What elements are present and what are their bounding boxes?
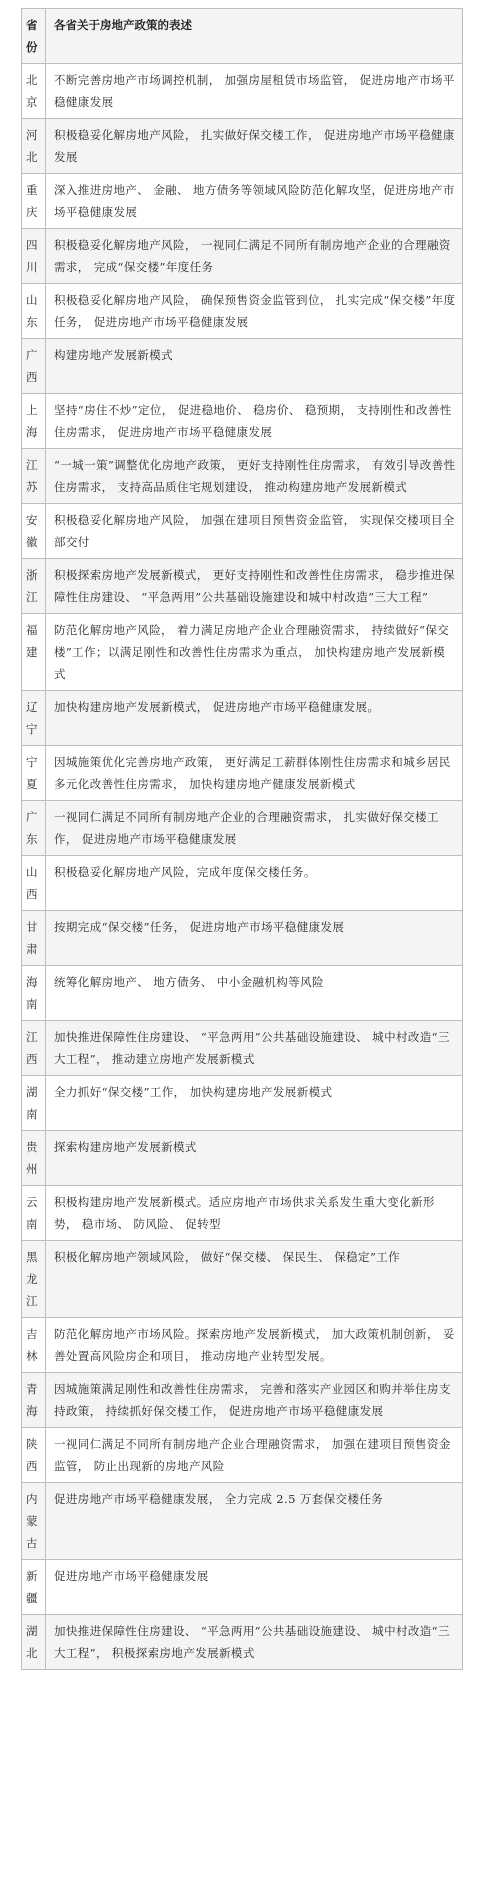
table-row xyxy=(22,1560,463,1615)
table-row xyxy=(22,559,463,614)
header-province: 省份 xyxy=(22,9,46,64)
table-row xyxy=(22,339,463,394)
province-cell: 辽宁 xyxy=(22,691,46,746)
table-row xyxy=(22,1318,463,1373)
province-cell: 安徽 xyxy=(22,504,46,559)
table-header-row xyxy=(22,9,463,64)
province-cell: 黑龙江 xyxy=(22,1241,46,1318)
province-cell: 广东 xyxy=(22,801,46,856)
province-cell: 北京 xyxy=(22,64,46,119)
policy-statement-cell: 加快推进保障性住房建设、 “平急两用”公共基础设施建设、 城中村改造“三大工程”， 积极探索房地产发展新模式 xyxy=(46,1615,463,1670)
policy-statement-cell: 防范化解房地产风险， 着力满足房地产企业合理融资需求， 持续做好“保交楼”工作；以满足刚性和改善性住房需求为重点， 加快构建房地产发展新模式 xyxy=(46,614,463,691)
province-cell: 山东 xyxy=(22,284,46,339)
province-cell: 广西 xyxy=(22,339,46,394)
policy-statement-cell: “一城一策”调整优化房地产政策， 更好支持刚性住房需求， 有效引导改善性住房需求， 支持高品质住宅规划建设， 推动构建房地产发展新模式 xyxy=(46,449,463,504)
policy-statement-cell: 因城施策优化完善房地产政策， 更好满足工薪群体刚性住房需求和城乡居民多元化改善性住房需求， 加快构建房地产健康发展新模式 xyxy=(46,746,463,801)
province-cell: 江西 xyxy=(22,1021,46,1076)
province-cell: 江苏 xyxy=(22,449,46,504)
table-row xyxy=(22,1186,463,1241)
table-row xyxy=(22,119,463,174)
province-cell: 甘肃 xyxy=(22,911,46,966)
table-row xyxy=(22,1483,463,1560)
province-cell: 福建 xyxy=(22,614,46,691)
table-row xyxy=(22,504,463,559)
table-row xyxy=(22,174,463,229)
province-cell: 四川 xyxy=(22,229,46,284)
policy-statement-cell: 全力抓好“保交楼”工作， 加快构建房地产发展新模式 xyxy=(46,1076,463,1131)
header-statement: 各省关于房地产政策的表述 xyxy=(46,9,463,64)
policy-statement-cell: 构建房地产发展新模式 xyxy=(46,339,463,394)
province-cell: 河北 xyxy=(22,119,46,174)
province-cell: 浙江 xyxy=(22,559,46,614)
province-cell: 海南 xyxy=(22,966,46,1021)
province-cell: 宁夏 xyxy=(22,746,46,801)
province-cell: 吉林 xyxy=(22,1318,46,1373)
policy-statement-cell: 一视同仁满足不同所有制房地产企业的合理融资需求， 扎实做好保交楼工作， 促进房地产市场平稳健康发展 xyxy=(46,801,463,856)
table-row xyxy=(22,1076,463,1131)
policy-statement-cell: 不断完善房地产市场调控机制， 加强房屋租赁市场监管， 促进房地产市场平稳健康发展 xyxy=(46,64,463,119)
table-row xyxy=(22,1021,463,1076)
policy-statement-cell: 促进房地产市场平稳健康发展， 全力完成 2.5 万套保交楼任务 xyxy=(46,1483,463,1560)
table-row xyxy=(22,1373,463,1428)
province-cell: 云南 xyxy=(22,1186,46,1241)
policy-statement-cell: 积极探索房地产发展新模式， 更好支持刚性和改善性住房需求， 稳步推进保障性住房建设、 “平急两用”公共基础设施建设和城中村改造“三大工程” xyxy=(46,559,463,614)
policy-statement-cell: 深入推进房地产、 金融、 地方债务等领域风险防范化解攻坚，促进房地产市场平稳健康发展 xyxy=(46,174,463,229)
policy-statement-cell: 探索构建房地产发展新模式 xyxy=(46,1131,463,1186)
table-row xyxy=(22,801,463,856)
table-row xyxy=(22,614,463,691)
policy-statement-cell: 统筹化解房地产、 地方债务、 中小金融机构等风险 xyxy=(46,966,463,1021)
policy-statement-cell: 积极构建房地产发展新模式。适应房地产市场供求关系发生重大变化新形势， 稳市场、 防风险、 促转型 xyxy=(46,1186,463,1241)
policy-statement-cell: 按期完成“保交楼”任务， 促进房地产市场平稳健康发展 xyxy=(46,911,463,966)
policy-statement-cell: 促进房地产市场平稳健康发展 xyxy=(46,1560,463,1615)
table-row xyxy=(22,1241,463,1318)
policy-statement-cell: 积极稳妥化解房地产风险， 扎实做好保交楼工作， 促进房地产市场平稳健康发展 xyxy=(46,119,463,174)
province-cell: 上海 xyxy=(22,394,46,449)
table-row xyxy=(22,284,463,339)
province-policy-table xyxy=(21,8,463,1670)
province-cell: 陕西 xyxy=(22,1428,46,1483)
table-row xyxy=(22,746,463,801)
policy-statement-cell: 加快推进保障性住房建设、 “平急两用”公共基础设施建设、 城中村改造“三大工程”， 推动建立房地产发展新模式 xyxy=(46,1021,463,1076)
policy-statement-cell: 一视同仁满足不同所有制房地产企业合理融资需求， 加强在建项目预售资金监管， 防止出现新的房地产风险 xyxy=(46,1428,463,1483)
table-row xyxy=(22,229,463,284)
province-cell: 贵州 xyxy=(22,1131,46,1186)
province-cell: 青海 xyxy=(22,1373,46,1428)
policy-statement-cell: 积极稳妥化解房地产风险， 加强在建项目预售资金监管， 实现保交楼项目全部交付 xyxy=(46,504,463,559)
policy-statement-cell: 积极稳妥化解房地产风险，完成年度保交楼任务。 xyxy=(46,856,463,911)
policy-statement-cell: 积极稳妥化解房地产风险， 一视同仁满足不同所有制房地产企业的合理融资需求， 完成“保交楼”年度任务 xyxy=(46,229,463,284)
table-row xyxy=(22,911,463,966)
table-row xyxy=(22,1615,463,1670)
policy-statement-cell: 坚持“房住不炒”定位， 促进稳地价、 稳房价、 稳预期， 支持刚性和改善性住房需求， 促进房地产市场平稳健康发展 xyxy=(46,394,463,449)
table-row xyxy=(22,966,463,1021)
table-row xyxy=(22,394,463,449)
table-row xyxy=(22,449,463,504)
table-row xyxy=(22,856,463,911)
policy-statement-cell: 加快构建房地产发展新模式， 促进房地产市场平稳健康发展。 xyxy=(46,691,463,746)
policy-statement-cell: 防范化解房地产市场风险。探索房地产发展新模式， 加大政策机制创新， 妥善处置高风险房企和项目， 推动房地产业转型发展。 xyxy=(46,1318,463,1373)
table-row xyxy=(22,1428,463,1483)
province-cell: 山西 xyxy=(22,856,46,911)
table-body xyxy=(22,64,463,1670)
province-cell: 重庆 xyxy=(22,174,46,229)
province-cell: 湖北 xyxy=(22,1615,46,1670)
table-row xyxy=(22,64,463,119)
policy-statement-cell: 因城施策满足刚性和改善性住房需求， 完善和落实产业园区和购并举住房支持政策， 持续抓好保交楼工作， 促进房地产市场平稳健康发展 xyxy=(46,1373,463,1428)
province-cell: 新疆 xyxy=(22,1560,46,1615)
policy-statement-cell: 积极稳妥化解房地产风险， 确保预售资金监管到位， 扎实完成“保交楼”年度任务， 促进房地产市场平稳健康发展 xyxy=(46,284,463,339)
province-cell: 湖南 xyxy=(22,1076,46,1131)
table-row xyxy=(22,691,463,746)
policy-statement-cell: 积极化解房地产领域风险， 做好“保交楼、 保民生、 保稳定”工作 xyxy=(46,1241,463,1318)
province-cell: 内蒙古 xyxy=(22,1483,46,1560)
table-row xyxy=(22,1131,463,1186)
